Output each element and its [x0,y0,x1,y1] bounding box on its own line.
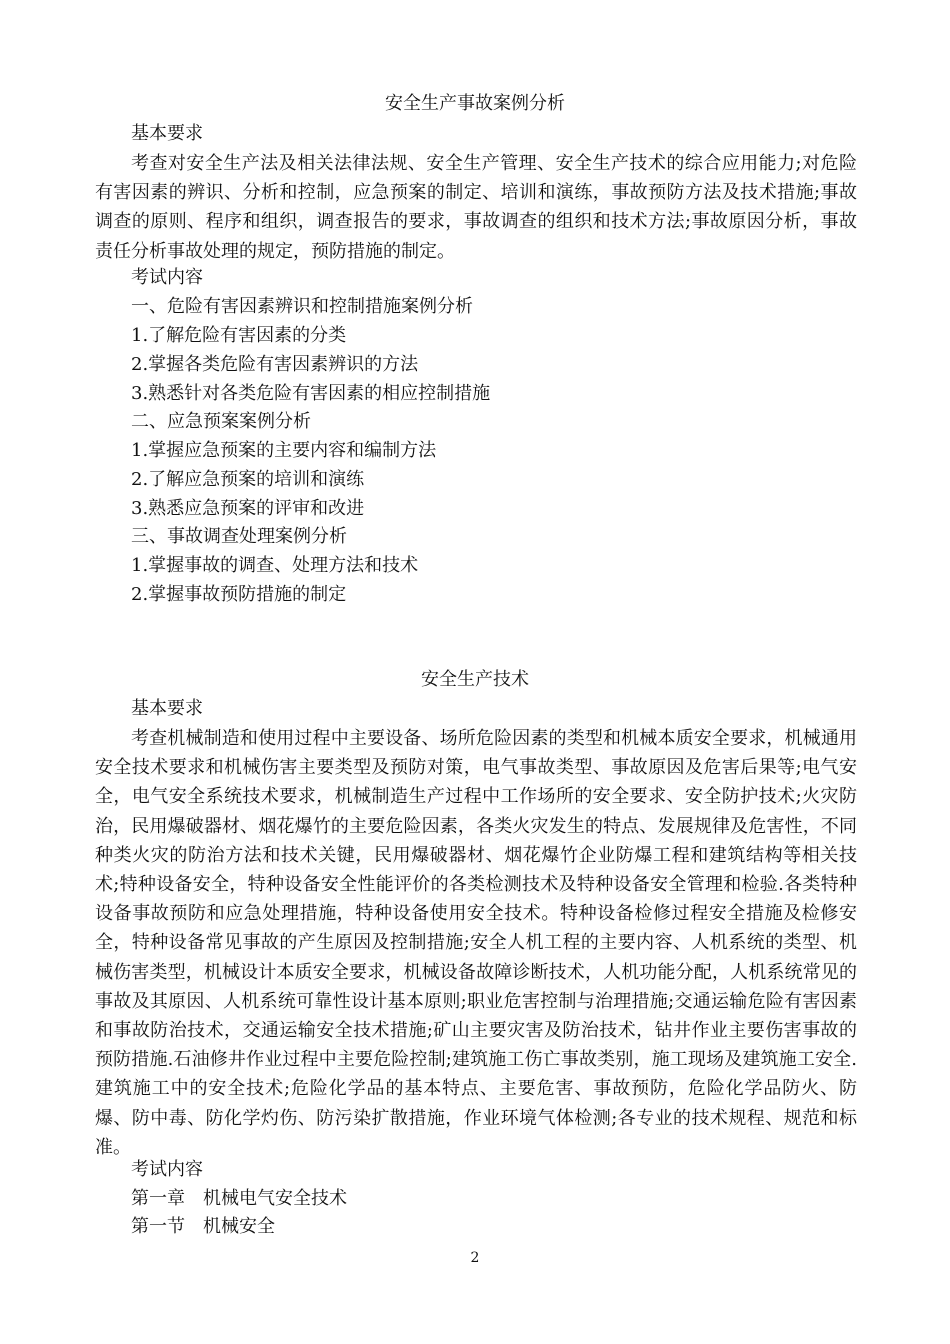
section1-basic-req-heading: 基本要求 [131,123,203,144]
section1-item: 一、危险有害因素辨识和控制措施案例分析 [131,296,473,317]
section1-item: 1.掌握应急预案的主要内容和编制方法 [131,440,437,461]
section1-item: 1.了解危险有害因素的分类 [131,325,347,346]
section2-title: 安全生产技术 [421,669,529,690]
page-number: 2 [470,1250,480,1266]
section2-basic-req-heading: 基本要求 [131,698,203,719]
section1-item: 2.掌握各类危险有害因素辨识的方法 [131,354,419,375]
section1-basic-req-text: 考查对安全生产法及相关法律法规、安全生产管理、安全生产技术的综合应用能力;对危险有害因素的辨识、分析和控制，应急预案的制定、培训和演练，事故预防方法及技术措施;事故调查的原则、程序和组织，调查报告的要求，事故调查的组织和技术方法;事故原因分析，事故责任分析事故处理的规定，预防措施的制定。 [95,153,857,262]
section1-item: 1.掌握事故的调查、处理方法和技术 [131,555,419,576]
section1-item: 3.熟悉应急预案的评审和改进 [131,498,365,519]
section1-item: 2.掌握事故预防措施的制定 [131,584,347,605]
section1-item: 三、事故调查处理案例分析 [131,526,347,547]
section1-item: 2.了解应急预案的培训和演练 [131,469,365,490]
section2-chapter: 第一章 机械电气安全技术 [131,1188,347,1209]
section1-exam-heading: 考试内容 [131,267,203,288]
section1-item: 3.熟悉针对各类危险有害因素的相应控制措施 [131,383,491,404]
section1-item: 二、应急预案案例分析 [131,411,311,432]
section2-basic-req-text: 考查机械制造和使用过程中主要设备、场所危险因素的类型和机械本质安全要求，机械通用安全技术要求和机械伤害主要类型及预防对策，电气事故类型、事故原因及危害后果等;电气安全，电气安全系统技术要求，机械制造生产过程中工作场所的安全要求、安全防护技术;火灾防治，民用爆破器材、烟花爆竹的主要危险因素，各类火灾发生的特点、发展规律及危害性，不同种类火灾的防治方法和技术关键，民用爆破器材、烟花爆竹企业防爆工程和建筑结构等相关技术;特种设备安全，特种设备安全性能评价的各类检测技术及特种设备安全管理和检验.各类特种设备事故预防和应急处理措施，特种设备使用安全技术。特种设备检修过程安全措施及检修安全，特种设备常见事故的产生原因及控制措施;安全人机工程的主要内容、人机系统的类型、机械伤害类型，机械设计本质安全要求，机械设备故障诊断技术，人机功能分配，人机系统常见的事故及其原因、人机系统可靠性设计基本原则;职业危害控制与治理措施;交通运输危险有害因素和事故防治技术，交通运输安全技术措施;矿山主要灾害及防治技术，钻井作业主要伤害事故的预防措施.石油修井作业过程中主要危险控制;建筑施工伤亡事故类别，施工现场及建筑施工安全.建筑施工中的安全技术;危险化学品的基本特点、主要危害、事故预防，危险化学品防火、防爆、防中毒、防化学灼伤、防污染扩散措施，作业环境气体检测;各专业的技术规程、规范和标准。 [95,728,857,1158]
section1-title: 安全生产事故案例分析 [385,93,565,114]
section2-section: 第一节 机械安全 [131,1216,275,1237]
section2-exam-heading: 考试内容 [131,1159,203,1180]
